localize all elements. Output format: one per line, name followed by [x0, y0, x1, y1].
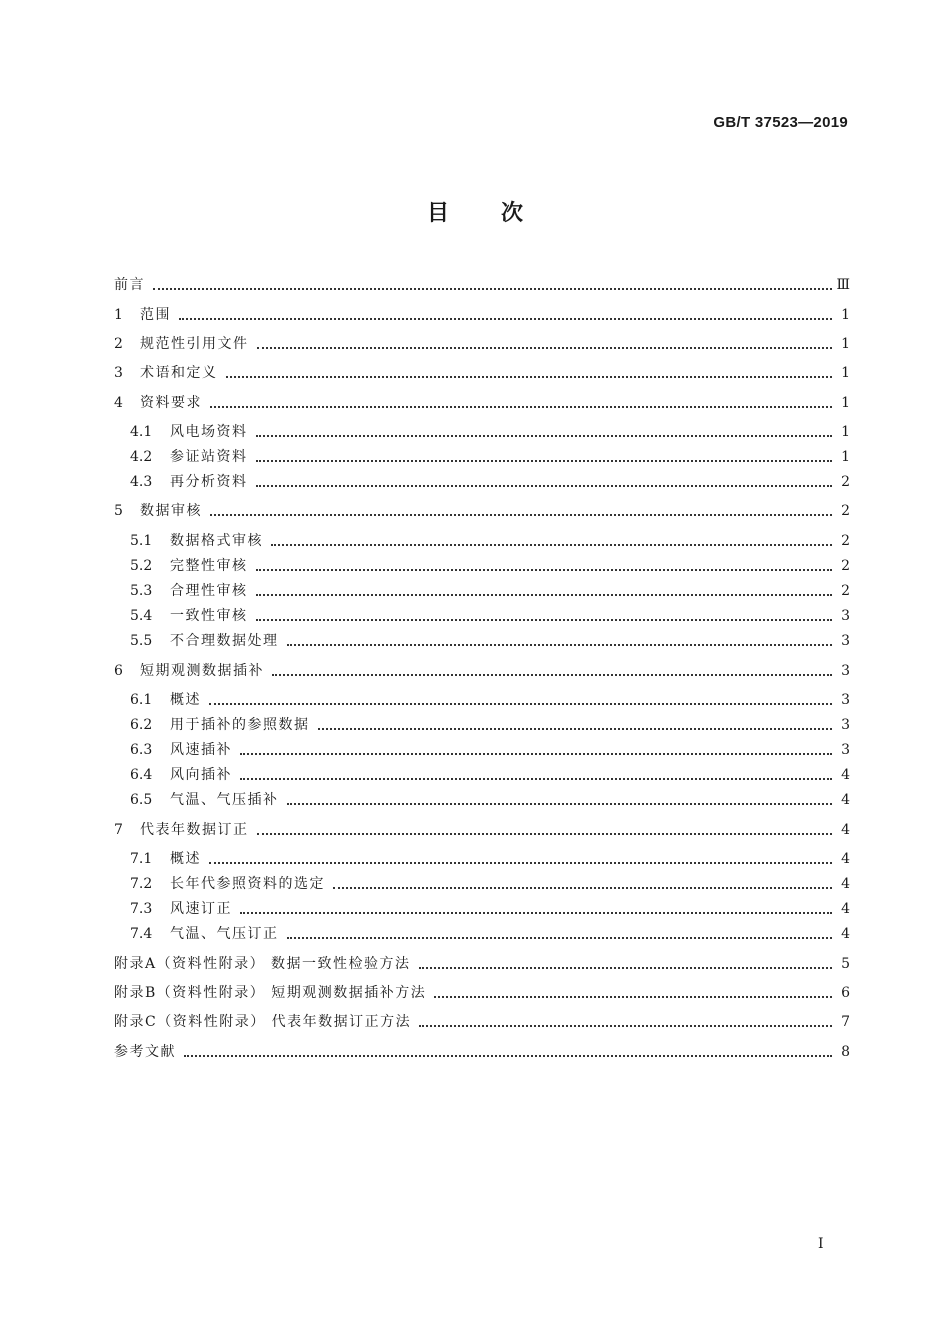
- dot-leader: [256, 593, 833, 596]
- toc-entry[interactable]: [114, 390, 850, 412]
- dot-leader: [318, 727, 833, 730]
- toc-label: 范围: [140, 307, 171, 323]
- dot-leader: [256, 484, 833, 487]
- toc-number: 6.1: [130, 692, 153, 708]
- toc-page: 1: [841, 395, 850, 411]
- toc-number: 5.5: [130, 633, 153, 649]
- toc-number: 3: [114, 365, 123, 381]
- dot-leader: [271, 543, 832, 546]
- toc-entry-foreword[interactable]: [114, 272, 850, 294]
- standard-code: GB/T 37523—2019: [713, 114, 848, 131]
- dot-leader: [153, 287, 832, 290]
- toc-subentry[interactable]: [130, 871, 850, 893]
- toc-label: 一致性审核: [170, 608, 248, 624]
- toc-entry-annex-a[interactable]: [114, 951, 850, 973]
- toc-entry[interactable]: [114, 302, 850, 324]
- dot-leader: [257, 346, 833, 349]
- toc-label: 短期观测数据插补: [140, 663, 264, 679]
- toc-number: 7.3: [130, 901, 153, 917]
- toc-subentry[interactable]: [130, 528, 850, 550]
- toc-page: 3: [841, 633, 850, 649]
- toc-label: 附录B（资料性附录） 短期观测数据插补方法: [114, 985, 427, 1001]
- toc-page: 4: [841, 926, 850, 942]
- toc-label: 再分析资料: [170, 474, 248, 490]
- toc-number: 6: [114, 663, 123, 679]
- dot-leader: [287, 643, 833, 646]
- dot-leader: [287, 802, 833, 805]
- dot-leader: [419, 966, 832, 969]
- toc-page: 3: [841, 742, 850, 758]
- dot-leader: [209, 861, 832, 864]
- toc-label: 不合理数据处理: [170, 633, 279, 649]
- toc-page: 4: [841, 851, 850, 867]
- title-part-2: 次: [501, 201, 524, 226]
- toc-number: 2: [114, 336, 123, 352]
- toc-page: 1: [841, 424, 850, 440]
- toc-entry[interactable]: [114, 360, 850, 382]
- toc-subentry[interactable]: [130, 553, 850, 575]
- footer-page-number: I: [818, 1236, 824, 1252]
- toc-page: 4: [841, 822, 850, 838]
- toc-subentry[interactable]: [130, 603, 850, 625]
- toc-label: 概述: [170, 692, 201, 708]
- toc-entry-bibliography[interactable]: [114, 1039, 850, 1061]
- toc-label: 参证站资料: [170, 449, 248, 465]
- toc-entry[interactable]: [114, 331, 850, 353]
- toc-subentry[interactable]: [130, 687, 850, 709]
- toc-label: 代表年数据订正: [140, 822, 249, 838]
- toc-page: 7: [841, 1014, 850, 1030]
- dot-leader: [240, 911, 832, 914]
- toc-entry-annex-c[interactable]: [114, 1009, 850, 1031]
- toc-number: 4: [114, 395, 123, 411]
- toc-page: 2: [841, 583, 850, 599]
- toc-page: 4: [841, 792, 850, 808]
- toc-number: 5.3: [130, 583, 153, 599]
- toc-label: 气温、气压插补: [170, 792, 279, 808]
- toc-page: 3: [841, 692, 850, 708]
- title-part-1: 目: [426, 201, 449, 226]
- dot-leader: [210, 405, 832, 408]
- toc-label: 合理性审核: [170, 583, 248, 599]
- toc-page: 3: [841, 663, 850, 679]
- toc-page: 4: [841, 901, 850, 917]
- toc-number: 5.4: [130, 608, 153, 624]
- dot-leader: [287, 936, 833, 939]
- toc-number: 6.4: [130, 767, 153, 783]
- dot-leader: [226, 375, 833, 378]
- table-of-contents: [114, 0, 850, 1344]
- toc-label: 前言: [114, 277, 145, 293]
- toc-entry-annex-b[interactable]: [114, 980, 850, 1002]
- dot-leader: [257, 832, 833, 835]
- toc-label: 附录C（资料性附录） 代表年数据订正方法: [114, 1014, 412, 1030]
- toc-number: 7.4: [130, 926, 153, 942]
- toc-number: 1: [114, 307, 123, 323]
- dot-leader: [256, 618, 833, 621]
- toc-label: 术语和定义: [140, 365, 218, 381]
- toc-page: 2: [841, 474, 850, 490]
- toc-page: 1: [841, 365, 850, 381]
- toc-page: 4: [841, 767, 850, 783]
- toc-label: 概述: [170, 851, 201, 867]
- dot-leader: [184, 1054, 832, 1057]
- dot-leader: [240, 777, 832, 780]
- toc-number: 7: [114, 822, 123, 838]
- toc-subentry[interactable]: [130, 846, 850, 868]
- toc-subentry[interactable]: [130, 578, 850, 600]
- toc-subentry[interactable]: [130, 762, 850, 784]
- toc-page: 8: [841, 1044, 850, 1060]
- dot-leader: [256, 434, 833, 437]
- dot-leader: [209, 702, 832, 705]
- toc-page: 3: [841, 608, 850, 624]
- toc-number: 5: [114, 503, 123, 519]
- toc-number: 7.2: [130, 876, 153, 892]
- toc-number: 4.2: [130, 449, 153, 465]
- toc-number: 6.2: [130, 717, 153, 733]
- toc-entry[interactable]: [114, 498, 850, 520]
- dot-leader: [179, 317, 832, 320]
- toc-subentry[interactable]: [130, 419, 850, 441]
- toc-label: 附录A（资料性附录） 数据一致性检验方法: [114, 956, 411, 972]
- dot-leader: [272, 673, 832, 676]
- dot-leader: [240, 752, 832, 755]
- toc-page: 2: [841, 558, 850, 574]
- toc-entry[interactable]: [114, 658, 850, 680]
- toc-label: 气温、气压订正: [170, 926, 279, 942]
- dot-leader: [333, 886, 832, 889]
- toc-label: 规范性引用文件: [140, 336, 249, 352]
- dot-leader: [210, 513, 832, 516]
- toc-number: 6.3: [130, 742, 153, 758]
- toc-subentry[interactable]: [130, 444, 850, 466]
- toc-page: 5: [841, 956, 850, 972]
- toc-label: 风向插补: [170, 767, 232, 783]
- toc-number: 7.1: [130, 851, 153, 867]
- toc-label: 完整性审核: [170, 558, 248, 574]
- dot-leader: [419, 1024, 832, 1027]
- toc-number: 6.5: [130, 792, 153, 808]
- toc-label: 长年代参照资料的选定: [170, 876, 325, 892]
- toc-page: 1: [841, 307, 850, 323]
- toc-page: Ⅲ: [836, 277, 850, 293]
- toc-subentry[interactable]: [130, 712, 850, 734]
- toc-label: 数据格式审核: [170, 533, 263, 549]
- toc-number: 5.1: [130, 533, 153, 549]
- dot-leader: [256, 568, 833, 571]
- toc-number: 4.3: [130, 474, 153, 490]
- toc-subentry[interactable]: [130, 896, 850, 918]
- toc-number: 5.2: [130, 558, 153, 574]
- dot-leader: [256, 459, 833, 462]
- toc-number: 4.1: [130, 424, 153, 440]
- toc-label: 数据审核: [140, 503, 202, 519]
- toc-entry[interactable]: [114, 817, 850, 839]
- toc-page: 6: [841, 985, 850, 1001]
- toc-label: 用于插补的参照数据: [170, 717, 310, 733]
- toc-label: 风电场资料: [170, 424, 248, 440]
- toc-label: 参考文献: [114, 1044, 176, 1060]
- toc-subentry[interactable]: [130, 737, 850, 759]
- toc-page: 4: [841, 876, 850, 892]
- toc-page: 2: [841, 533, 850, 549]
- toc-page: 2: [841, 503, 850, 519]
- toc-page: 1: [841, 336, 850, 352]
- toc-subentry[interactable]: [130, 921, 850, 943]
- toc-page: 1: [841, 449, 850, 465]
- toc-subentry[interactable]: [130, 469, 850, 491]
- toc-subentry[interactable]: [130, 787, 850, 809]
- toc-subentry[interactable]: [130, 628, 850, 650]
- toc-page: 3: [841, 717, 850, 733]
- toc-label: 风速订正: [170, 901, 232, 917]
- dot-leader: [434, 995, 832, 998]
- toc-label: 资料要求: [140, 395, 202, 411]
- toc-label: 风速插补: [170, 742, 232, 758]
